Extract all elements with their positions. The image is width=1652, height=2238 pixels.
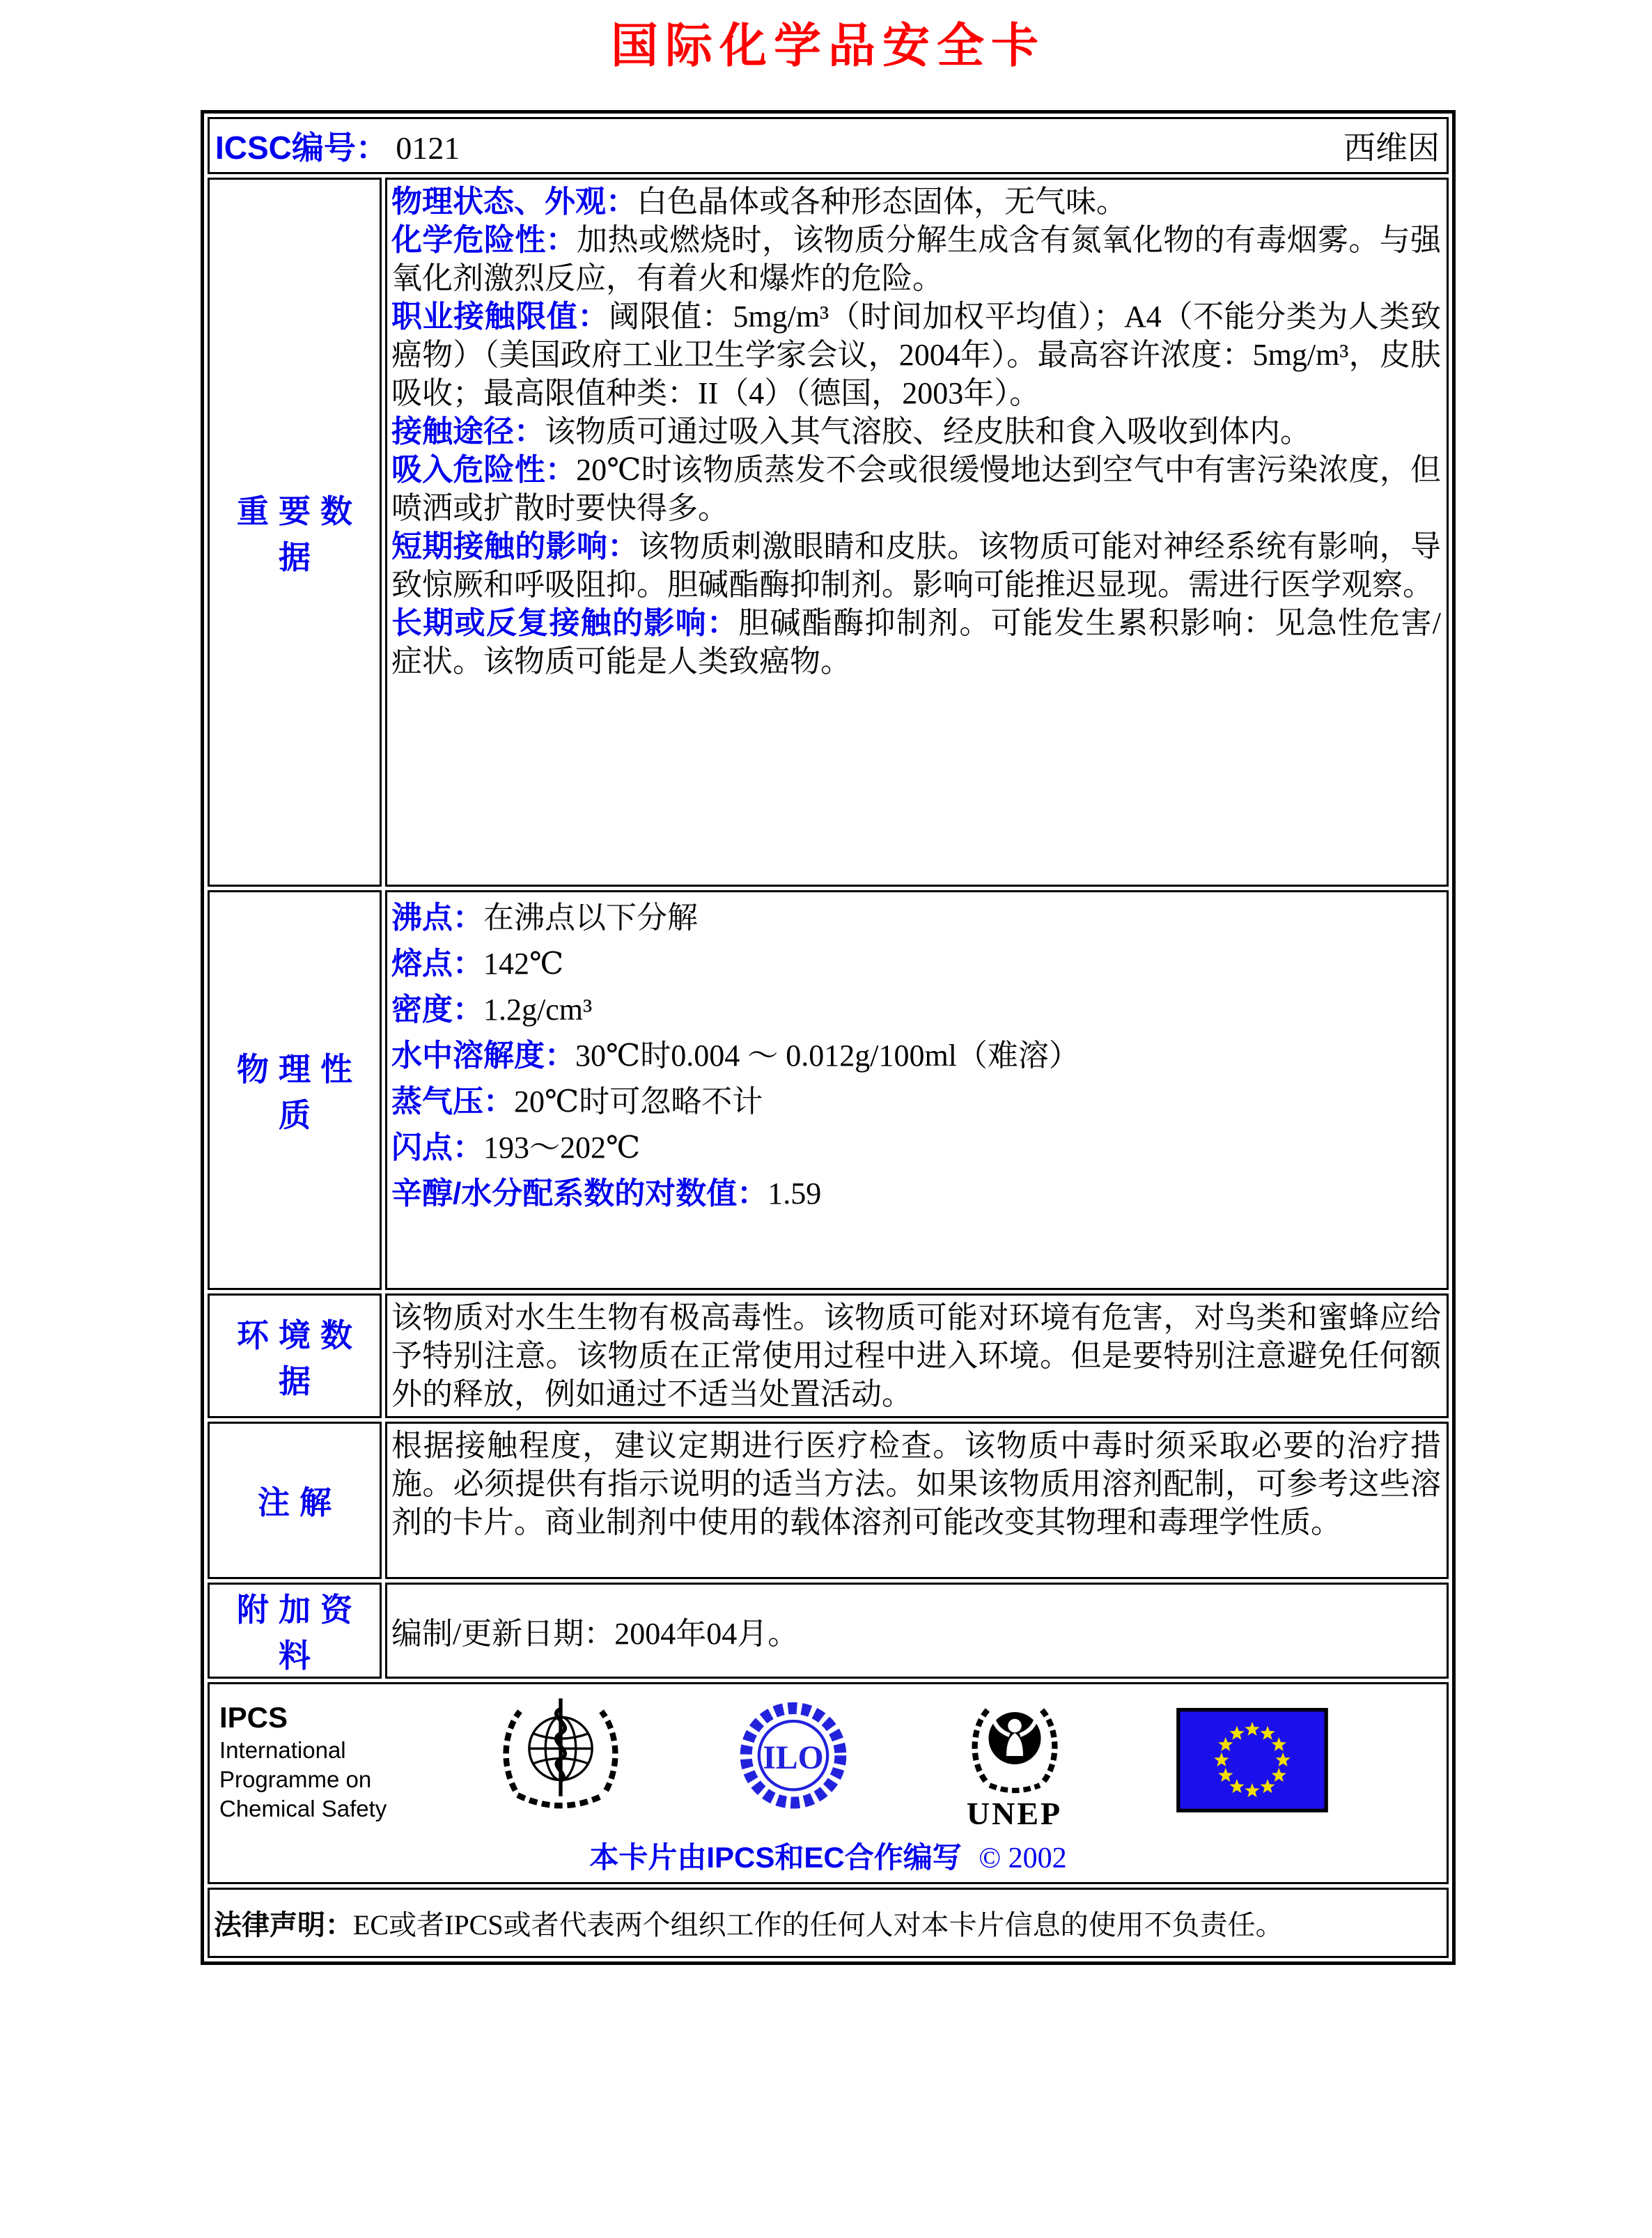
- field-label: 化学危险性：: [391, 223, 577, 257]
- ilo-logo-text: ILO: [763, 1739, 824, 1776]
- important-item: [391, 182, 1441, 221]
- physical-item: [391, 987, 1441, 1033]
- field-value: 胆碱酯酶抑制剂。可能发生累积影响：见急性危害/症状。该物质可能是人类致癌物。: [391, 606, 1441, 678]
- field-value: 193～202℃: [483, 1130, 641, 1165]
- header-row-cell: [208, 117, 1449, 174]
- field-label: 长期或反复接触的影响：: [391, 606, 739, 640]
- field-value: 在沸点以下分解: [483, 901, 698, 935]
- field-label: 熔点：: [391, 947, 483, 981]
- unep-logo-block: [963, 1691, 1067, 1832]
- section-content-cell-additional: [385, 1583, 1449, 1679]
- field-label: 吸入危险性：: [391, 453, 577, 487]
- field-value: 阈限值：5mg/m³（时间加权平均值）；A4（不能分类为人类致癌物）（美国政府工业卫生学家会议，2004年）。最高容许浓度：5mg/m³，皮肤吸收；最高限值种类：II（4）（德国，2003年）。: [391, 300, 1442, 410]
- field-value: 30℃时0.004 ～ 0.012g/100ml（难溶）: [575, 1039, 1080, 1073]
- physical-item: [391, 895, 1441, 941]
- important-item: [391, 527, 1441, 604]
- chemical-name: 西维因: [1343, 130, 1440, 166]
- field-value: 1.2g/cm³: [483, 993, 593, 1027]
- field-label: 闪点：: [391, 1130, 483, 1165]
- ipcs-line: International: [219, 1737, 346, 1763]
- who-logo-icon: [497, 1693, 625, 1831]
- physical-item: [391, 1125, 1441, 1171]
- field-label: 密度：: [391, 993, 483, 1027]
- physical-item: [391, 1033, 1441, 1079]
- field-value: 该物质可通过吸入其气溶胶、经皮肤和食入吸收到体内。: [545, 414, 1311, 449]
- ipcs-acronym: IPCS: [219, 1701, 288, 1734]
- field-value: 白色晶体或各种形态固体，无气味。: [637, 185, 1127, 219]
- ipcs-text-block: [219, 1700, 387, 1824]
- ipcs-line: Programme on: [219, 1766, 372, 1792]
- logos-row-cell: [208, 1682, 1449, 1884]
- field-label: 沸点：: [391, 901, 483, 935]
- section-label-cell-physical: [208, 890, 382, 1290]
- section-label-physical: 物理性质: [237, 1051, 362, 1133]
- icsc-number-group: [215, 123, 460, 169]
- field-label: 职业接触限值：: [391, 300, 609, 334]
- field-value: 20℃时可忽略不计: [514, 1085, 763, 1119]
- cooperation-caption: [210, 1835, 1447, 1882]
- section-content-cell-environment: [385, 1293, 1449, 1418]
- ipcs-line: Chemical Safety: [219, 1796, 387, 1821]
- important-item: [391, 297, 1441, 412]
- section-label-cell-important: [208, 178, 382, 887]
- physical-item: [391, 1171, 1441, 1217]
- important-item: [391, 412, 1441, 451]
- field-label: 蒸气压：: [391, 1085, 514, 1119]
- important-item: [391, 221, 1441, 297]
- section-content-cell-notes: [385, 1422, 1449, 1579]
- section-content-cell-physical: [385, 890, 1449, 1290]
- cooperation-caption-text: 本卡片由IPCS和EC合作编写: [589, 1841, 962, 1874]
- environment-text: 该物质对水生生物有极高毒性。该物质可能对环境有危害，对鸟类和蜜蜂应给予特别注意。该物质在正常使用过程中进入环境。但是要特别注意避免任何额外的释放，例如通过不适当处置活动。: [391, 1300, 1441, 1411]
- section-content-cell-important: [385, 178, 1449, 887]
- field-value: 加热或燃烧时，该物质分解生成含有氮氧化物的有毒烟雾。与强氧化剂激烈反应，有着火和爆炸的危险。: [391, 223, 1441, 295]
- section-label-important: 重要数据: [237, 493, 362, 575]
- legal-text: EC或者IPCS或者代表两个组织工作的任何人对本卡片信息的使用不负责任。: [353, 1909, 1284, 1941]
- field-label: 物理状态、外观：: [391, 185, 637, 219]
- field-label: 短期接触的影响：: [391, 529, 639, 564]
- field-value: 142℃: [483, 947, 564, 981]
- section-label-notes: 注解: [258, 1484, 341, 1521]
- important-item: [391, 604, 1441, 681]
- physical-item: [391, 941, 1441, 987]
- cooperation-caption-year: © 2002: [979, 1842, 1067, 1874]
- section-label-environment: 环境数据: [237, 1316, 362, 1399]
- section-label-additional: 附加资料: [237, 1592, 362, 1674]
- field-value: 1.59: [767, 1176, 822, 1211]
- ilo-logo-icon: [734, 1694, 852, 1830]
- additional-text: 编制/更新日期：2004年04月。: [391, 1617, 799, 1651]
- section-label-cell-environment: [208, 1293, 382, 1418]
- field-label: 接触途径：: [391, 414, 545, 449]
- page-title: 国际化学品安全卡: [610, 18, 1045, 74]
- section-label-cell-additional: [208, 1583, 382, 1679]
- unep-logo-text: UNEP: [966, 1796, 1063, 1831]
- legal-label: 法律声明：: [214, 1910, 353, 1941]
- eu-flag-icon: [1176, 1708, 1328, 1816]
- important-item: [391, 451, 1441, 527]
- legal-row-cell: [208, 1888, 1449, 1958]
- field-value: 该物质刺激眼睛和皮肤。该物质可能对神经系统有影响，导致惊厥和呼吸阻抑。胆碱酯酶抑制剂。影响可能推迟显现。需进行医学观察。: [391, 529, 1442, 602]
- field-value: 20℃时该物质蒸发不会或很缓慢地达到空气中有害污染浓度，但喷洒或扩散时要快得多。: [391, 453, 1442, 525]
- field-label: 辛醇/水分配系数的对数值：: [391, 1176, 768, 1211]
- icsc-number-label: ICSC编号：: [215, 130, 388, 166]
- field-label: 水中溶解度：: [391, 1039, 575, 1073]
- icsc-number-value: 0121: [396, 130, 460, 166]
- physical-item: [391, 1079, 1441, 1125]
- notes-text: 根据接触程度，建议定期进行医疗检查。该物质中毒时须采取必要的治疗措施。必须提供有指示说明的适当方法。如果该物质用溶剂配制，可参考这些溶剂的卡片。商业制剂中使用的载体溶剂可能改变其物理和毒理学性质。: [391, 1429, 1441, 1539]
- section-label-cell-notes: [208, 1422, 382, 1579]
- unep-logo-icon: [963, 1691, 1067, 1799]
- safety-card-table: [201, 110, 1456, 1965]
